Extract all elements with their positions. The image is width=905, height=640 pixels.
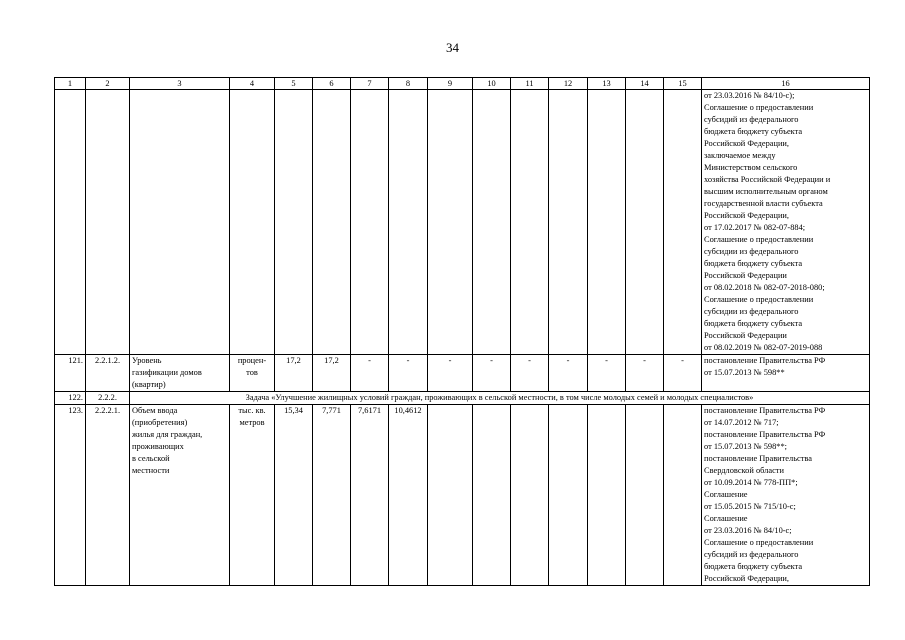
legal-basis-cell: от 23.03.2016 № 84/10-с); Соглашение о предоставлении субсидий из федерального бюджета бюджету субъекта Российской Федерации, заключаемое между Министерством сельского хозяйства Российской Федерации и высшим исполнительным органом государственной власти субъекта Российской Федерации, от 17.02.2017 № 082-07-884; Соглашение о предоставлении субсидии из федерального бюджета бюджету субъекта Российской Федерации от 08.02.2018 № 082-07-2018-080; Соглашение о предоставлении субсидии из федерального бюджета бюджету субъекта Российской Федерации от 08.02.2019 № 082-07-2019-088 — [702, 90, 870, 355]
value-cell: 7,771 — [313, 405, 351, 586]
value-cell: 17,2 — [275, 355, 313, 392]
page-number: 34 — [446, 40, 459, 55]
value-cell: - — [428, 355, 473, 392]
header-cell: 6 — [313, 78, 351, 90]
header-cell: 14 — [626, 78, 664, 90]
unit-cell: процен- тов — [230, 355, 275, 392]
header-cell: 3 — [130, 78, 230, 90]
value-cell: - — [549, 355, 588, 392]
indicator-name: Уровень газификации домов (квартир) — [130, 355, 230, 392]
table-header-row — [55, 78, 870, 90]
row-code: 2.2.2.1. — [86, 405, 130, 586]
value-cell: - — [664, 355, 702, 392]
value-cell: - — [511, 355, 549, 392]
value-cell: - — [473, 355, 511, 392]
value-cell: - — [389, 355, 428, 392]
row-code: 2.2.1.2. — [86, 355, 130, 392]
legal-basis-cell: постановление Правительства РФ от 14.07.2012 № 717; постановление Правительства РФ от 15.07.2013 № 598**; постановление Правительства Свердловской области от 10.09.2014 № 778-ПП*; Соглашение от 15.05.2015 № 715/10-с; Соглашение от 23.03.2016 № 84/10-с; Соглашение о предоставлении субсидий из федерального бюджета бюджету субъекта Российской Федерации, — [702, 405, 870, 586]
value-cell: - — [588, 355, 626, 392]
header-cell: 13 — [588, 78, 626, 90]
header-cell: 1 — [55, 78, 86, 90]
legal-basis-cell: постановление Правительства РФ от 15.07.2013 № 598** — [702, 355, 870, 392]
table-row-122 — [55, 392, 870, 405]
value-cell: - — [351, 355, 389, 392]
header-cell: 16 — [702, 78, 870, 90]
header-cell: 5 — [275, 78, 313, 90]
header-cell: 15 — [664, 78, 702, 90]
indicator-name: Объем ввода (приобретения) жилья для граждан, проживающих в сельской местности — [130, 405, 230, 586]
row-number: 123. — [55, 405, 86, 586]
header-cell: 8 — [389, 78, 428, 90]
value-cell: 7,6171 — [351, 405, 389, 586]
indicators-table — [54, 77, 870, 586]
value-cell: 17,2 — [313, 355, 351, 392]
header-cell: 2 — [86, 78, 130, 90]
value-cell: 15,34 — [275, 405, 313, 586]
header-cell: 4 — [230, 78, 275, 90]
table-row-123 — [55, 405, 870, 586]
unit-cell: тыс. кв. метров — [230, 405, 275, 586]
task-title: Задача «Улучшение жилищных условий граждан, проживающих в сельской местности, в том числе молодых семей и молодых специалистов» — [130, 392, 870, 405]
value-cell: 10,4612 — [389, 405, 428, 586]
value-cell: - — [626, 355, 664, 392]
row-code: 2.2.2. — [86, 392, 130, 405]
header-cell: 7 — [351, 78, 389, 90]
header-cell: 9 — [428, 78, 473, 90]
table-row-continuation — [55, 90, 870, 355]
header-cell: 10 — [473, 78, 511, 90]
header-cell: 12 — [549, 78, 588, 90]
table-row-121 — [55, 355, 870, 392]
header-cell: 11 — [511, 78, 549, 90]
row-number: 122. — [55, 392, 86, 405]
row-number: 121. — [55, 355, 86, 392]
